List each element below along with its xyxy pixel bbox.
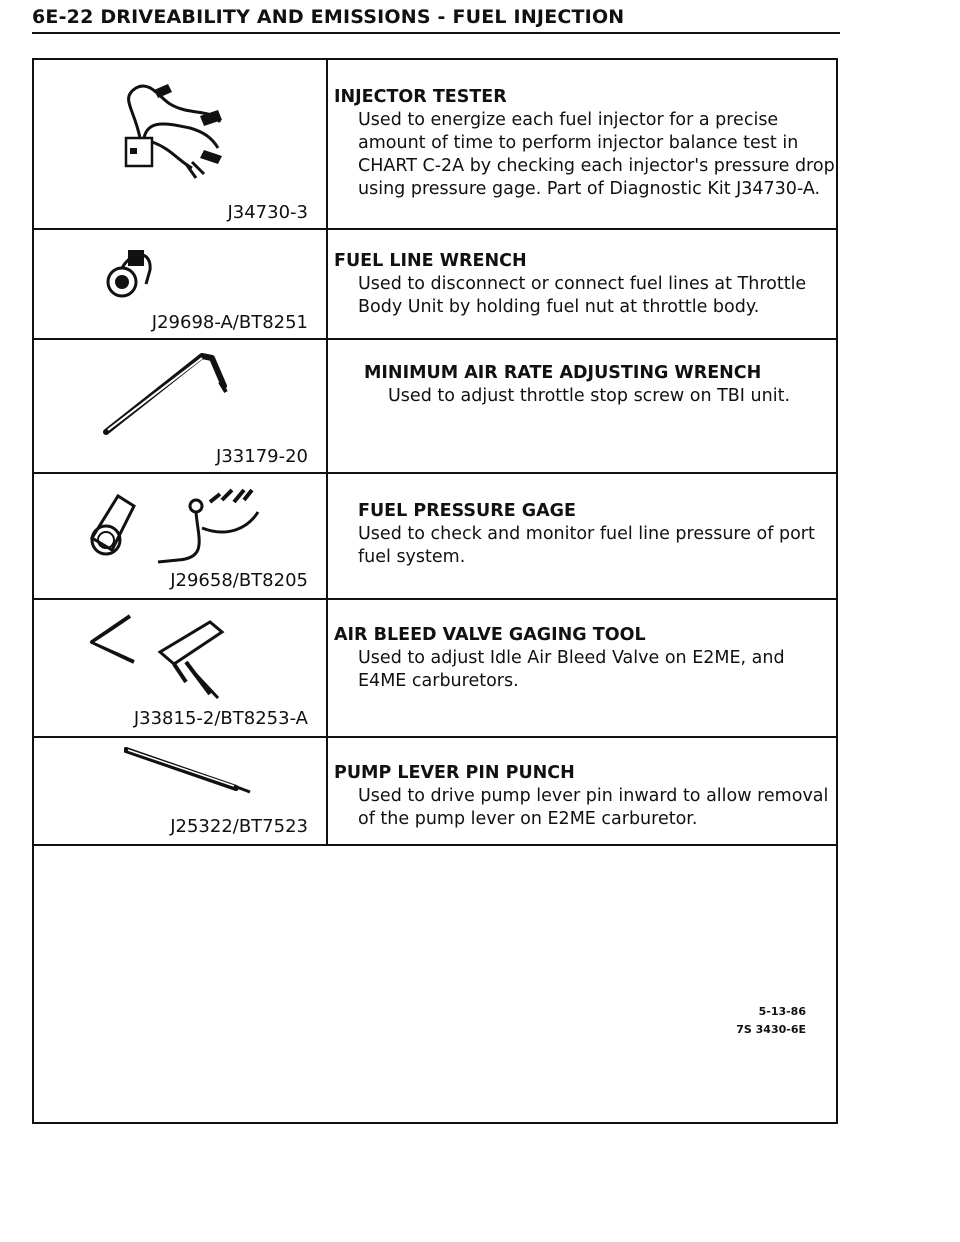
table-row bbox=[34, 228, 836, 340]
tool-description-line: using pressure gage. Part of Diagnostic Kit J34730-A. bbox=[358, 179, 821, 199]
tool-image-cell bbox=[34, 598, 328, 736]
tool-description-cell bbox=[328, 736, 836, 844]
table-row bbox=[34, 472, 836, 600]
part-number: J29698-A/BT8251 bbox=[151, 312, 308, 333]
tool-description-line: Used to energize each fuel injector for a precise bbox=[358, 110, 779, 130]
injector-tester-icon bbox=[100, 78, 240, 188]
part-number: J33179-20 bbox=[216, 446, 308, 467]
gaging-tool-icon bbox=[90, 612, 250, 702]
tool-description-cell bbox=[328, 338, 836, 472]
tool-description-line: Used to adjust throttle stop screw on TBI unit. bbox=[388, 386, 791, 406]
pressure-gage-icon bbox=[88, 478, 288, 568]
tool-name: MINIMUM AIR RATE ADJUSTING WRENCH bbox=[364, 363, 762, 383]
air-rate-wrench-icon bbox=[102, 348, 232, 438]
tool-description-line: of the pump lever on E2ME carburetor. bbox=[358, 809, 698, 829]
tool-description-cell bbox=[328, 228, 836, 338]
document-code: 7S 3430-6E bbox=[736, 1023, 806, 1036]
tool-image-cell bbox=[34, 228, 328, 338]
part-number: J34730-3 bbox=[227, 202, 308, 223]
tool-name: FUEL LINE WRENCH bbox=[334, 251, 527, 271]
tool-image-cell bbox=[34, 472, 328, 598]
tool-description-line: amount of time to perform injector balance test in bbox=[358, 133, 799, 153]
part-number: J29658/BT8205 bbox=[170, 570, 308, 591]
tool-description-line: Body Unit by holding fuel nut at throttle body. bbox=[358, 297, 760, 317]
tool-description-cell bbox=[328, 472, 836, 598]
table-row bbox=[34, 598, 836, 738]
table-row bbox=[34, 60, 836, 230]
tool-image-cell bbox=[34, 736, 328, 844]
tool-name: FUEL PRESSURE GAGE bbox=[358, 501, 576, 521]
empty-cell bbox=[34, 846, 836, 1122]
tool-description-cell bbox=[328, 598, 836, 736]
part-number: J25322/BT7523 bbox=[170, 816, 308, 837]
tool-description-line: fuel system. bbox=[358, 547, 466, 567]
tool-description-line: Used to check and monitor fuel line pressure of port bbox=[358, 524, 815, 544]
tool-name: PUMP LEVER PIN PUNCH bbox=[334, 763, 575, 783]
revision-date: 5-13-86 bbox=[758, 1005, 806, 1018]
tool-description-cell bbox=[328, 60, 836, 228]
tool-image-cell bbox=[34, 60, 328, 228]
fuel-line-wrench-icon bbox=[102, 240, 166, 300]
pin-punch-icon bbox=[124, 744, 254, 798]
page-header: 6E-22 DRIVEABILITY AND EMISSIONS - FUEL INJECTION bbox=[32, 6, 840, 34]
tool-name: INJECTOR TESTER bbox=[334, 87, 507, 107]
tool-description-line: Used to disconnect or connect fuel lines at Throttle bbox=[358, 274, 807, 294]
tool-image-cell bbox=[34, 338, 328, 472]
table-row bbox=[34, 736, 836, 846]
tool-name: AIR BLEED VALVE GAGING TOOL bbox=[334, 625, 646, 645]
tool-description-line: Used to adjust Idle Air Bleed Valve on E2ME, and bbox=[358, 648, 785, 668]
tool-description-line: Used to drive pump lever pin inward to allow removal bbox=[358, 786, 829, 806]
tool-description-line: E4ME carburetors. bbox=[358, 671, 519, 691]
part-number: J33815-2/BT8253-A bbox=[133, 708, 308, 729]
tool-description-line: CHART C-2A by checking each injector's pressure drop bbox=[358, 156, 835, 176]
tools-table bbox=[32, 58, 838, 1124]
table-row bbox=[34, 338, 836, 474]
